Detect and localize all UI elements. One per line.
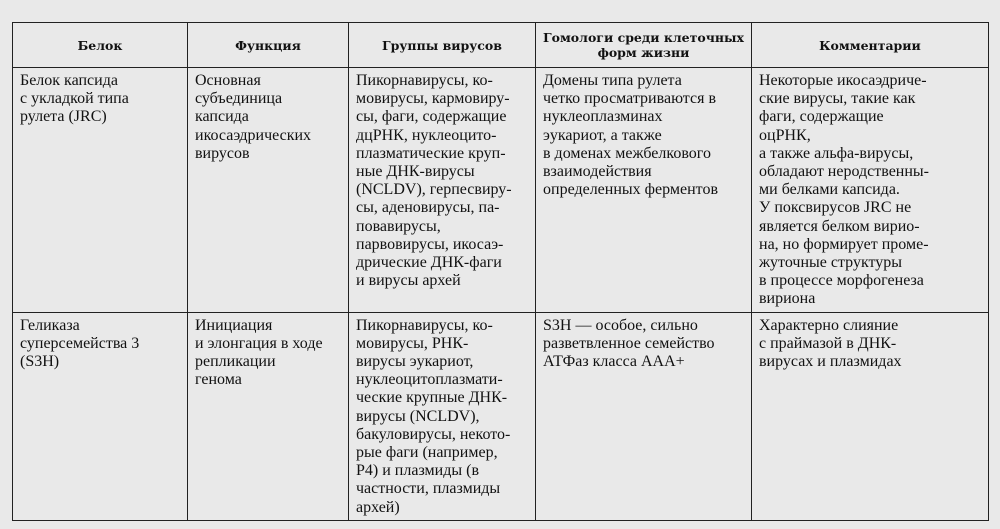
cell-homologs: Домены типа рулета четко просматриваются в нуклеоплазминах эукариот, а также в доменах межбелкового взаимодействия определенных ферментов	[536, 68, 752, 313]
header-function: Функция	[188, 23, 349, 68]
table-row	[13, 68, 989, 313]
header-virus-groups: Группы вирусов	[349, 23, 536, 68]
header-row	[13, 23, 989, 68]
cell-virus-groups: Пикорнавирусы, ко- мовирусы, кармовиру- сы, фаги, содержащие дцРНК, нуклеоцито- плазматические круп- ные ДНК-вирусы (NCLDV), герпесвиру- сы, аденовирусы, па- повавирусы, парвовирусы, икосаэ- дрические ДНК-фаги и вирусы архей	[349, 68, 536, 313]
header-comments: Комментарии	[752, 23, 989, 68]
table-row	[13, 312, 989, 520]
cell-comments: Некоторые икосаэдриче- ские вирусы, такие как фаги, содержащие оцРНК, а также альфа-вирусы, обладают неродственны- ми белками капсида. У поксвирусов JRC не является белком вирио- на, но формирует проме- жуточные структуры в процессе морфогенеза вириона	[752, 68, 989, 313]
cell-homologs: S3H — особое, сильно разветвленное семейство АТФаз класса ААА+	[536, 312, 752, 520]
cell-comments: Характерно слияние с праймазой в ДНК- вирусах и плазмидах	[752, 312, 989, 520]
cell-virus-groups: Пикорнавирусы, ко- мовирусы, РНК- вирусы эукариот, нуклеоцитоплазмати- ческие крупные ДНК- вирусы (NCLDV), бакуловирусы, некото- рые фаги (например, P4) и плазмиды (в частности, плазмиды архей)	[349, 312, 536, 520]
cell-function: Инициация и элонгация в ходе репликации генома	[188, 312, 349, 520]
cell-protein: Белок капсида с укладкой типа рулета (JRC)	[13, 68, 188, 313]
cell-protein: Геликаза суперсемейства 3 (S3H)	[13, 312, 188, 520]
cell-function: Основная субъединица капсида икосаэдрических вирусов	[188, 68, 349, 313]
header-protein: Белок	[13, 23, 188, 68]
header-homologs: Гомологи среди клеточных форм жизни	[536, 23, 752, 68]
protein-table	[12, 22, 989, 521]
